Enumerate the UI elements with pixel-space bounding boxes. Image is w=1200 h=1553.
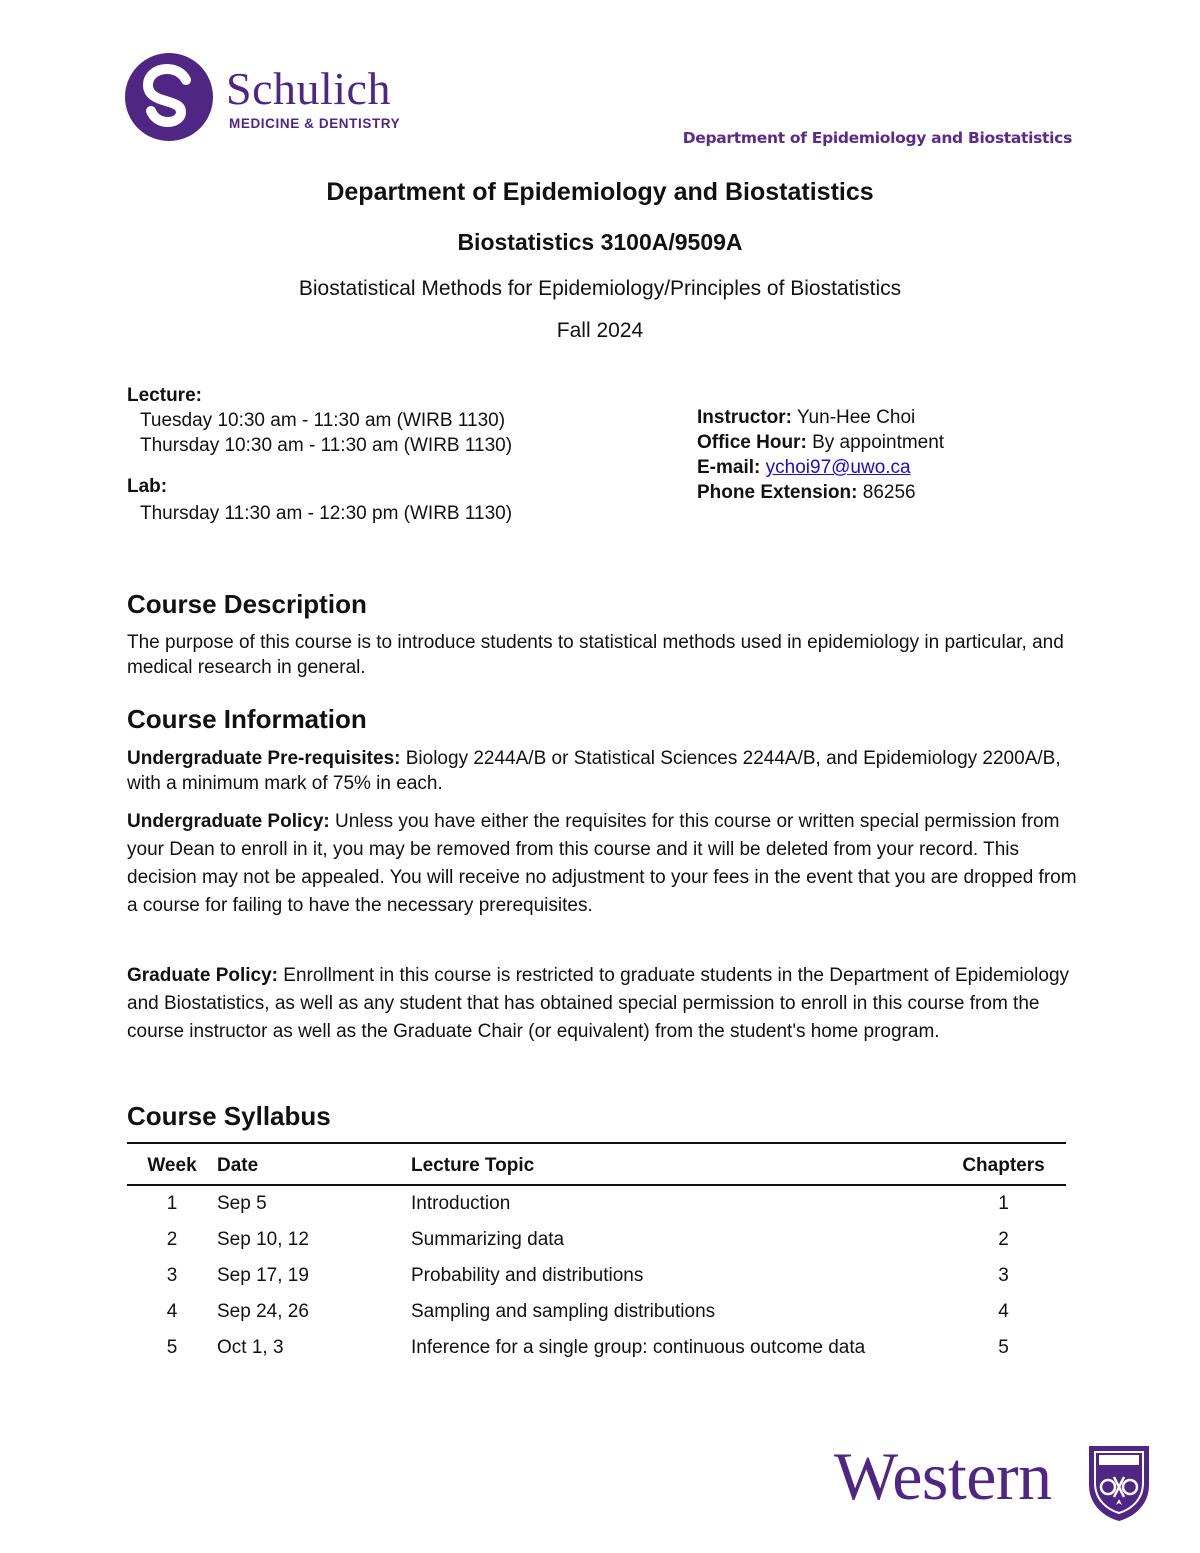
cell-week: 5: [166, 1337, 178, 1358]
cell-chapters: 4: [998, 1301, 1009, 1322]
header-department: Department of Epidemiology and Biostatistics: [682, 129, 1072, 147]
instructor-info: [697, 405, 944, 505]
column-header-date: Date: [217, 1155, 259, 1176]
cell-week: 2: [166, 1229, 178, 1250]
phone-label: Phone Extension:: [697, 482, 858, 503]
lab-label: Lab:: [127, 476, 168, 497]
schulich-logo-name: Schulich: [226, 63, 391, 114]
cell-chapters: 5: [998, 1337, 1009, 1358]
cell-chapters: 3: [998, 1265, 1009, 1286]
graduate-policy-text: Enrollment in this course is restricted to graduate students in the Department of Epidemiology and Biostatistics, as well as any student that has obtained special permission to enroll in this course from the course instructor as well as the Graduate Chair (or equivalent) from the student's home program.: [127, 965, 1070, 1042]
cell-date: Sep 24, 26: [217, 1301, 309, 1322]
column-header-chapters: Chapters: [962, 1155, 1045, 1176]
cell-topic: Probability and distributions: [411, 1265, 644, 1286]
cell-topic: Sampling and sampling distributions: [411, 1301, 716, 1322]
cell-week: 1: [166, 1193, 178, 1214]
course-syllabus-heading: Course Syllabus: [127, 1101, 331, 1131]
western-logo-text: Western: [834, 1438, 1052, 1514]
course-name: Biostatistical Methods for Epidemiology/Principles of Biostatistics: [298, 277, 902, 300]
schulich-logo-subtitle: MEDICINE & DENTISTRY: [229, 116, 401, 131]
prerequisites-paragraph: [127, 746, 1077, 796]
table-row: [127, 1258, 1066, 1294]
graduate-policy-paragraph: [127, 962, 1077, 1046]
instructor-label: Instructor:: [697, 407, 792, 428]
western-crest-icon: [1086, 1443, 1152, 1523]
email-label: E-mail:: [697, 457, 761, 478]
course-description-text: The purpose of this course is to introduce students to statistical methods used in epidemiology in particular, and medical research in general.: [127, 632, 1064, 678]
email-link[interactable]: ychoi97@uwo.ca: [765, 457, 911, 478]
course-term: Fall 2024: [556, 319, 644, 342]
cell-topic: Summarizing data: [411, 1229, 565, 1250]
cell-date: Sep 10, 12: [217, 1229, 309, 1250]
cell-week: 4: [166, 1301, 178, 1322]
column-header-topic: Lecture Topic: [411, 1155, 535, 1176]
course-code: Biostatistics 3100A/9509A: [457, 229, 743, 255]
table-row: [127, 1330, 1066, 1366]
lecture-time-1: Tuesday 10:30 am - 11:30 am (WIRB 1130): [140, 410, 506, 431]
lab-time-1: Thursday 11:30 am - 12:30 pm (WIRB 1130): [140, 503, 513, 524]
syllabus-header-row: [127, 1143, 1066, 1185]
lecture-schedule: [127, 383, 512, 458]
cell-week: 3: [166, 1265, 178, 1286]
undergraduate-policy-paragraph: [127, 808, 1077, 920]
cell-topic: Introduction: [411, 1193, 511, 1214]
lecture-label: Lecture:: [127, 385, 202, 406]
prerequisites-label: Undergraduate Pre-requisites:: [127, 748, 401, 769]
cell-date: Oct 1, 3: [217, 1337, 284, 1358]
page-title-department: Department of Epidemiology and Biostatistics: [326, 178, 874, 206]
prerequisites-text: Biology 2244A/B or Statistical Sciences 2244A/B, and Epidemiology 2200A/B, with a minimum mark of 75% in each.: [127, 748, 1061, 794]
cell-date: Sep 5: [217, 1193, 267, 1214]
office-hour-value: By appointment: [812, 432, 945, 453]
table-row: [127, 1294, 1066, 1330]
instructor-name: Yun-Hee Choi: [796, 407, 916, 428]
schulich-s-logo-icon: [124, 52, 214, 142]
undergraduate-policy-text: Unless you have either the requisites for this course or written special permission from your Dean to enroll in it, you may be removed from this course and it will be deleted from your record. This decision may not be appealed. You will receive no adjustment to your fees in the event that you are dropped from a course for failing to have the necessary prerequisites.: [127, 811, 1077, 916]
lecture-time-2: Thursday 10:30 am - 11:30 am (WIRB 1130): [140, 435, 513, 456]
cell-chapters: 1: [998, 1193, 1009, 1214]
table-row: [127, 1185, 1066, 1222]
undergraduate-policy-label: Undergraduate Policy:: [127, 811, 330, 832]
course-description-heading: Course Description: [127, 589, 367, 619]
lab-schedule: [127, 474, 512, 526]
column-header-week: Week: [147, 1155, 197, 1176]
cell-chapters: 2: [998, 1229, 1009, 1250]
cell-date: Sep 17, 19: [217, 1265, 309, 1286]
graduate-policy-label: Graduate Policy:: [127, 965, 278, 986]
cell-topic: Inference for a single group: continuous outcome data: [411, 1337, 866, 1358]
syllabus-table: [127, 1142, 1066, 1366]
course-information-heading: Course Information: [127, 704, 367, 734]
phone-value: 86256: [862, 482, 916, 503]
table-row: [127, 1222, 1066, 1258]
office-hour-label: Office Hour:: [697, 432, 807, 453]
